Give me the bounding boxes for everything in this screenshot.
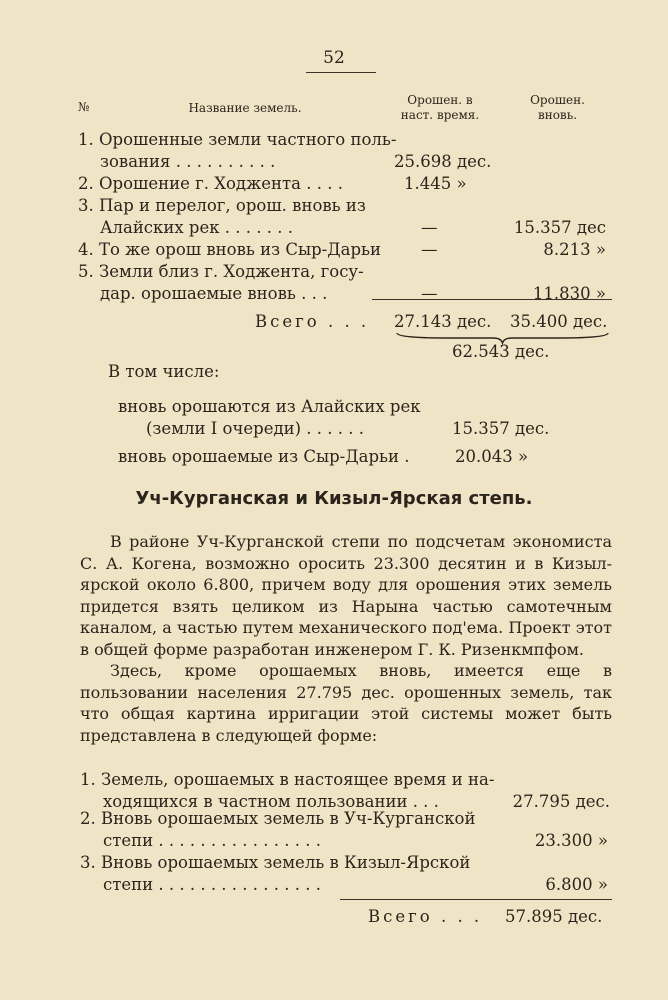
table1-header-num: № bbox=[78, 100, 90, 114]
table1-row5-line2: дар. орошаемые вновь . . . bbox=[100, 284, 328, 303]
table1-row5-line1: 5. Земли близ г. Ходжента, госу- bbox=[78, 262, 364, 281]
table2-row3-value: 6.800 » bbox=[545, 875, 608, 894]
table2-row1-line2: ходящихся в частном пользовании . . . bbox=[103, 792, 439, 811]
table1-row5-col1: — bbox=[421, 284, 438, 303]
table1-row3-line1: 3. Пар и перелог, орош. вновь из bbox=[78, 196, 366, 215]
table1-row1-line2: зования . . . . . . . . . . bbox=[100, 152, 276, 171]
page-number-rule bbox=[306, 72, 376, 73]
table2-row3-line2: степи . . . . . . . . . . . . . . . . bbox=[103, 875, 321, 894]
paragraph-2: Здесь, кроме орошаемых вновь, имеется еще в пользовании населения 27.795 дес. орошенных земель, так что общая картина ирригации этой системы может быть представлена в следующей форме: bbox=[80, 661, 612, 745]
table2-row1-line1: 1. Земель, орошаемых в настоящее время и на- bbox=[80, 770, 495, 789]
table2-row2-line1: 2. Вновь орошаемых земель в Уч-Курганской bbox=[80, 809, 476, 828]
table1-row3-col1: — bbox=[421, 218, 438, 237]
table2-row3-line1: 3. Вновь орошаемых земель в Кизыл-Ярской bbox=[80, 853, 471, 872]
table1-row2-line1: 2. Орошение г. Ходжента . . . . bbox=[78, 174, 343, 193]
table1-row1-col1: 25.698 дес. bbox=[394, 152, 492, 171]
section-heading: Уч-Курганская и Кизыл-Ярская степь. bbox=[135, 488, 533, 509]
including-item2-value: 20.043 » bbox=[455, 447, 529, 466]
table1-header-name: Название земель. bbox=[188, 101, 302, 115]
page-number: 52 bbox=[323, 48, 345, 68]
table1-row4-line1: 4. То же орош вновь из Сыр-Дарьи bbox=[78, 240, 382, 259]
table1-total-rule bbox=[372, 299, 612, 300]
including-item1-line2: (земли I очереди) . . . . . . bbox=[146, 419, 364, 438]
table1-row3-line2: Алайских рек . . . . . . . bbox=[100, 218, 293, 237]
table2-row2-value: 23.300 » bbox=[534, 831, 608, 850]
table1-row1-line1: 1. Орошенные земли частного поль- bbox=[78, 130, 397, 149]
table1-row2-col1: 1.445 » bbox=[404, 174, 467, 193]
including-item2-line1: вновь орошаемые из Сыр-Дарьи . bbox=[118, 447, 410, 466]
table1-header-col2: Орошен. вновь. bbox=[530, 93, 585, 122]
table1-total-label: Всего . . . bbox=[255, 312, 370, 331]
including-label: В том числе: bbox=[108, 362, 220, 381]
table2-row1-value: 27.795 дес. bbox=[512, 792, 610, 811]
table1-row3-col2: 15.357 дес bbox=[513, 218, 606, 237]
table1-row4-col1: — bbox=[421, 240, 438, 259]
table1-row5-col2: 11.830 » bbox=[532, 284, 606, 303]
table2-total-rule bbox=[340, 899, 612, 900]
including-item1-line1: вновь орошаются из Алайских рек bbox=[118, 397, 421, 416]
table1-grand-total: 62.543 дес. bbox=[452, 342, 550, 361]
paragraph-1: В районе Уч-Курганской степи по подсчетам экономиста С. А. Когена, возможно оросить 23.300 десятин и в Кизыл-ярской около 6.800, причем воду для орошения этих земель придется взять целиком из Нарына частью самотечным каналом, а частью путем механического под'ема. Проект этот в общей форме разработан инженером Г. К. Ризенкмпфом. bbox=[80, 532, 612, 659]
table1-total-col1: 27.143 дес. bbox=[394, 312, 492, 331]
table2-total-label: Всего . . . bbox=[368, 907, 483, 926]
table2-total-value: 57.895 дес. bbox=[505, 907, 603, 926]
including-item1-value: 15.357 дес. bbox=[452, 419, 550, 438]
table1-total-col2: 35.400 дес. bbox=[510, 312, 608, 331]
table1-header-col1: Орошен. в наст. время. bbox=[400, 93, 480, 122]
table2-row2-line2: степи . . . . . . . . . . . . . . . . bbox=[103, 831, 321, 850]
table1-row4-col2: 8.213 » bbox=[543, 240, 606, 259]
